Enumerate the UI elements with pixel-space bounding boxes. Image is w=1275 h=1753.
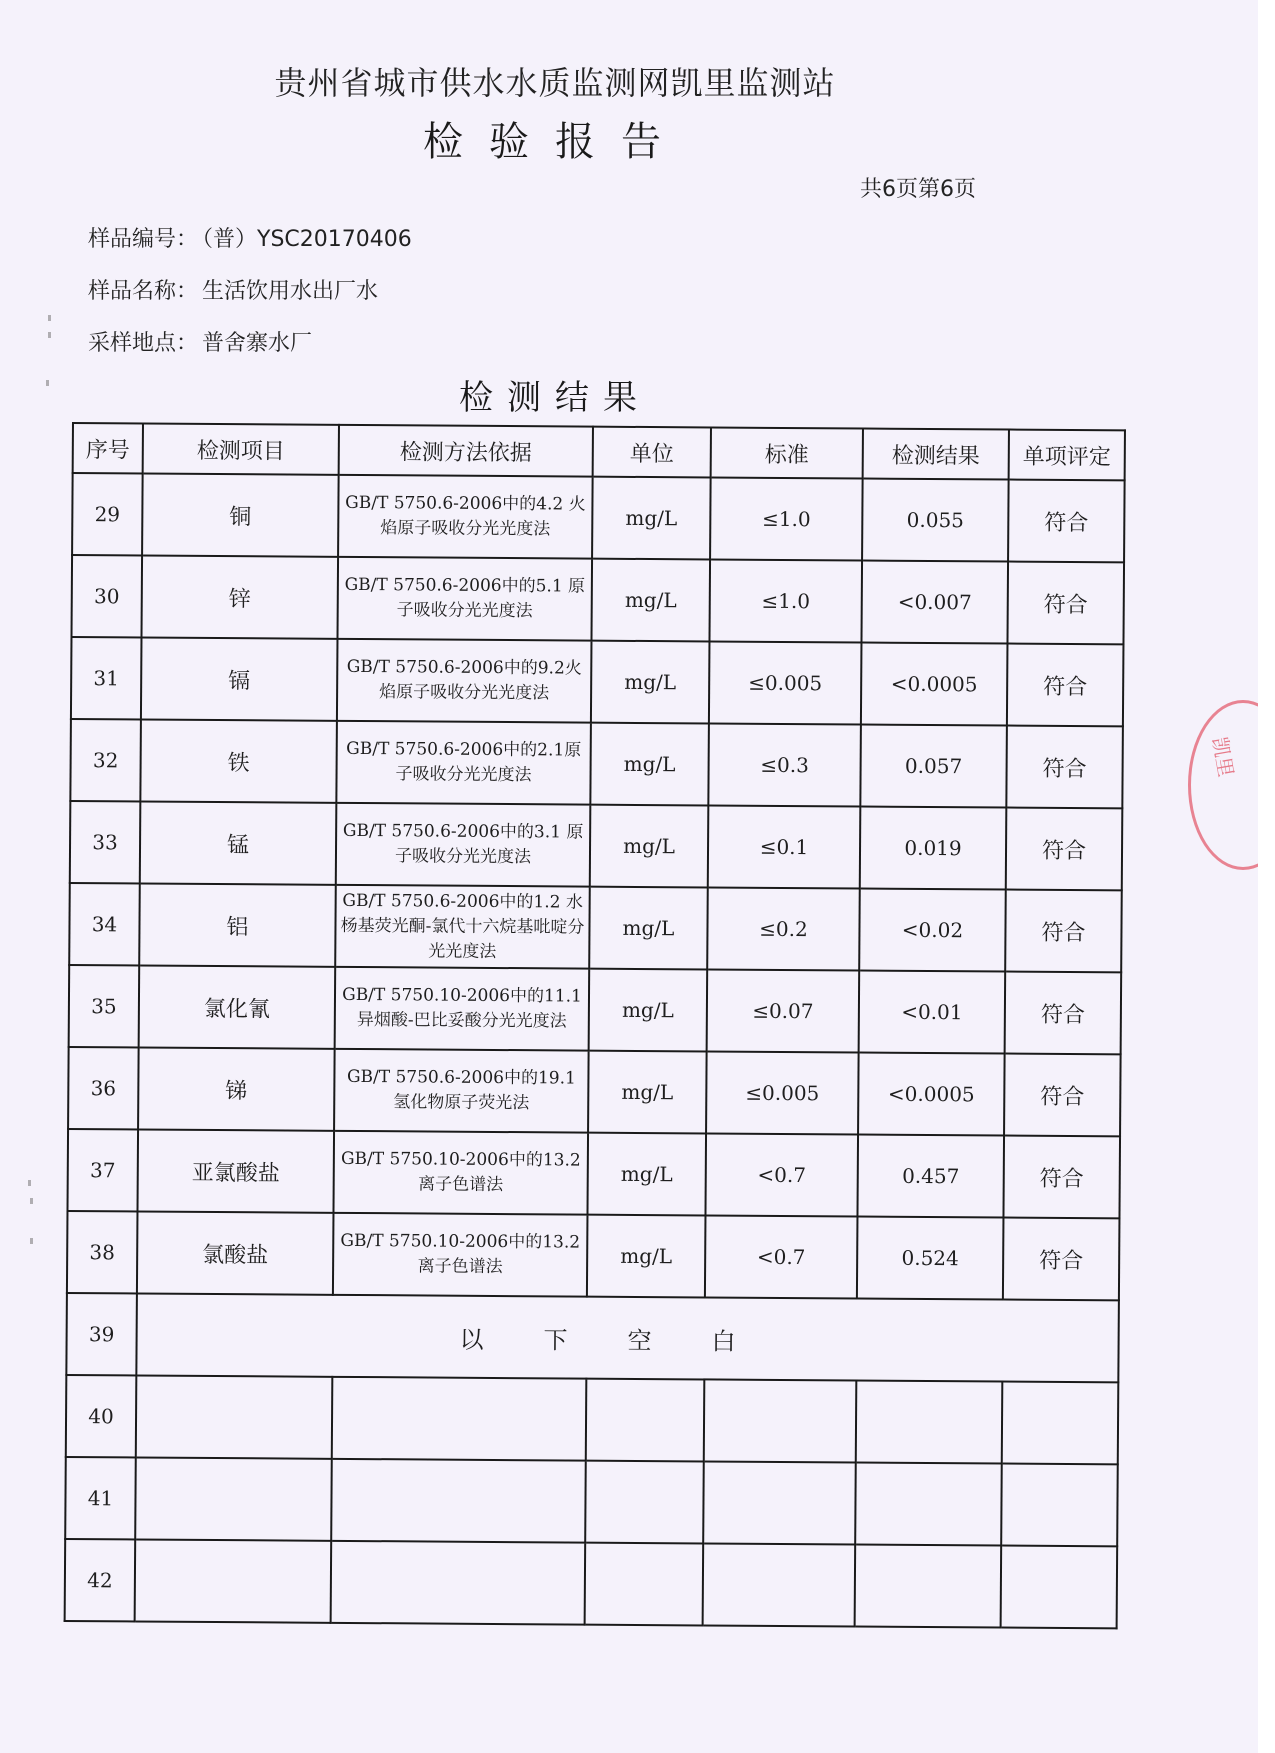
row-eval: 符合 bbox=[1003, 1218, 1120, 1301]
row-result: <0.007 bbox=[861, 561, 1008, 644]
row-item: 铁 bbox=[140, 719, 337, 802]
row-unit: mg/L bbox=[587, 1133, 706, 1216]
empty-cell bbox=[585, 1543, 704, 1626]
row-unit: mg/L bbox=[590, 805, 709, 888]
empty-row bbox=[66, 1375, 1119, 1464]
header-eval: 单项评定 bbox=[1009, 430, 1125, 481]
table-row bbox=[70, 801, 1123, 890]
empty-cell bbox=[1002, 1382, 1119, 1465]
row-result: <0.02 bbox=[859, 889, 1006, 972]
table-row bbox=[71, 555, 1124, 644]
row-standard: ≤0.3 bbox=[708, 723, 861, 806]
row-standard: <0.7 bbox=[705, 1133, 858, 1216]
row-no: 42 bbox=[65, 1539, 136, 1621]
scan-mark bbox=[30, 1198, 33, 1204]
row-standard: ≤0.1 bbox=[708, 805, 861, 888]
row-no: 38 bbox=[67, 1211, 138, 1293]
section-title: 检测结果 bbox=[459, 378, 651, 418]
scan-mark bbox=[48, 332, 51, 338]
row-no: 29 bbox=[72, 473, 143, 555]
results-table-wrapper bbox=[64, 422, 1124, 1629]
row-standard: ≤0.07 bbox=[707, 969, 860, 1052]
row-unit: mg/L bbox=[590, 723, 709, 806]
row-eval: 符合 bbox=[1003, 1136, 1120, 1219]
empty-cell bbox=[332, 1377, 587, 1461]
header-standard: 标准 bbox=[711, 427, 863, 478]
row-no: 41 bbox=[65, 1457, 136, 1539]
row-standard: ≤0.005 bbox=[709, 641, 862, 724]
row-no: 33 bbox=[70, 801, 141, 883]
header-result: 检测结果 bbox=[863, 429, 1009, 480]
row-unit: mg/L bbox=[588, 1051, 707, 1134]
row-method: GB/T 5750.10-2006中的13.2 离子色谱法 bbox=[333, 1213, 588, 1297]
blank-notice: 以下空白 bbox=[136, 1293, 1119, 1382]
sampling-location-value: 普舍寨水厂 bbox=[202, 331, 313, 356]
row-result: <0.01 bbox=[859, 971, 1006, 1054]
empty-cell bbox=[586, 1379, 705, 1462]
sample-name-field bbox=[88, 274, 378, 305]
empty-cell bbox=[703, 1543, 856, 1626]
row-result: 0.019 bbox=[860, 807, 1007, 890]
scan-margin bbox=[1258, 0, 1275, 1753]
row-no: 34 bbox=[69, 883, 140, 965]
row-item: 铝 bbox=[139, 883, 336, 966]
sampling-location-field bbox=[88, 326, 312, 357]
row-method: GB/T 5750.10-2006中的11.1 异烟酸-巴比妥酸分光光度法 bbox=[335, 967, 590, 1051]
empty-cell bbox=[135, 1539, 332, 1622]
row-no: 31 bbox=[71, 637, 142, 719]
table-row bbox=[67, 1211, 1120, 1300]
row-method: GB/T 5750.6-2006中的2.1原子吸收分光光度法 bbox=[336, 721, 591, 805]
row-standard: ≤1.0 bbox=[709, 559, 862, 642]
row-item: 镉 bbox=[141, 637, 338, 720]
row-method: GB/T 5750.6-2006中的19.1 氢化物原子荧光法 bbox=[334, 1049, 589, 1133]
row-method: GB/T 5750.6-2006中的4.2 火焰原子吸收分光光度法 bbox=[338, 475, 593, 559]
scan-mark bbox=[30, 1238, 33, 1244]
row-eval: 符合 bbox=[1006, 808, 1123, 891]
row-method: GB/T 5750.6-2006中的5.1 原子吸收分光光度法 bbox=[337, 557, 592, 641]
empty-cell bbox=[1001, 1464, 1118, 1547]
empty-cell bbox=[135, 1457, 332, 1540]
row-unit: mg/L bbox=[589, 969, 708, 1052]
table-row bbox=[68, 1047, 1121, 1136]
row-result: 0.457 bbox=[857, 1135, 1004, 1218]
header-method: 检测方法依据 bbox=[339, 425, 593, 477]
empty-cell bbox=[585, 1461, 704, 1544]
row-item: 锑 bbox=[138, 1047, 335, 1130]
sample-name-label: 样品名称： bbox=[88, 279, 199, 304]
sample-id-label: 样品编号： bbox=[88, 227, 199, 252]
row-no: 36 bbox=[68, 1047, 139, 1129]
empty-cell bbox=[331, 1541, 586, 1625]
empty-cell bbox=[704, 1379, 857, 1462]
table-row bbox=[69, 965, 1122, 1054]
report-title: 检验报告 bbox=[423, 119, 687, 165]
row-method: GB/T 5750.6-2006中的3.1 原子吸收分光光度法 bbox=[336, 803, 591, 887]
row-item: 亚氯酸盐 bbox=[137, 1129, 334, 1212]
scan-mark bbox=[28, 1180, 31, 1186]
organization-title: 贵州省城市供水水质监测网凯里监测站 bbox=[274, 64, 836, 102]
empty-cell bbox=[1001, 1546, 1118, 1629]
page-info: 共6页第6页 bbox=[860, 177, 976, 202]
empty-cell bbox=[136, 1375, 333, 1458]
header-item: 检测项目 bbox=[143, 423, 339, 474]
row-item: 铜 bbox=[142, 473, 339, 556]
row-result: 0.055 bbox=[862, 479, 1009, 562]
row-unit: mg/L bbox=[587, 1215, 706, 1298]
results-table bbox=[64, 422, 1126, 1629]
sample-name-value: 生活饮用水出厂水 bbox=[202, 279, 379, 304]
blank-notice-row bbox=[66, 1293, 1119, 1382]
empty-cell bbox=[855, 1544, 1002, 1627]
sampling-location-label: 采样地点： bbox=[88, 331, 199, 356]
row-no: 35 bbox=[69, 965, 140, 1047]
row-result: 0.057 bbox=[860, 725, 1007, 808]
row-eval: 符合 bbox=[1007, 644, 1124, 727]
table-row bbox=[67, 1129, 1120, 1218]
table-row bbox=[69, 883, 1122, 972]
row-no: 37 bbox=[67, 1129, 138, 1211]
scan-mark bbox=[48, 315, 51, 321]
empty-cell bbox=[703, 1461, 856, 1544]
row-eval: 符合 bbox=[1008, 480, 1125, 563]
row-eval: 符合 bbox=[1006, 726, 1123, 809]
empty-row bbox=[65, 1457, 1118, 1546]
empty-cell bbox=[855, 1462, 1002, 1545]
row-result: <0.0005 bbox=[861, 643, 1008, 726]
row-item: 锰 bbox=[140, 801, 337, 884]
sample-id-value: （普）YSC20170406 bbox=[202, 227, 412, 252]
row-eval: 符合 bbox=[1005, 890, 1122, 973]
row-no: 39 bbox=[66, 1293, 137, 1375]
sample-id-field bbox=[88, 222, 412, 253]
row-method: GB/T 5750.6-2006中的9.2火焰原子吸收分光光度法 bbox=[337, 639, 592, 723]
header-unit: 单位 bbox=[593, 427, 711, 478]
row-no: 30 bbox=[71, 555, 142, 637]
row-item: 氯酸盐 bbox=[137, 1211, 334, 1294]
row-unit: mg/L bbox=[589, 887, 708, 970]
row-unit: mg/L bbox=[591, 559, 710, 642]
row-no: 40 bbox=[66, 1375, 137, 1457]
empty-cell bbox=[856, 1380, 1003, 1463]
row-unit: mg/L bbox=[591, 641, 710, 724]
scan-mark bbox=[46, 380, 49, 386]
row-no: 32 bbox=[70, 719, 141, 801]
header-no: 序号 bbox=[73, 423, 143, 473]
empty-cell bbox=[331, 1459, 586, 1543]
row-standard: ≤0.005 bbox=[706, 1051, 859, 1134]
table-row bbox=[72, 473, 1125, 562]
row-eval: 符合 bbox=[1004, 1054, 1121, 1137]
row-unit: mg/L bbox=[592, 477, 711, 560]
row-eval: 符合 bbox=[1007, 562, 1124, 645]
table-header-row bbox=[73, 423, 1125, 480]
row-method: GB/T 5750.10-2006中的13.2 离子色谱法 bbox=[333, 1131, 588, 1215]
empty-row bbox=[65, 1539, 1118, 1628]
row-item: 氯化氰 bbox=[139, 965, 336, 1048]
row-method: GB/T 5750.6-2006中的1.2 水杨基荧光酮-氯代十六烷基吡啶分光光度法 bbox=[335, 885, 590, 969]
row-eval: 符合 bbox=[1005, 972, 1122, 1055]
row-result: <0.0005 bbox=[858, 1053, 1005, 1136]
table-row bbox=[70, 719, 1123, 808]
row-result: 0.524 bbox=[857, 1217, 1004, 1300]
row-item: 锌 bbox=[141, 555, 338, 638]
stamp-text: 凯里 bbox=[1207, 735, 1239, 779]
row-standard: <0.7 bbox=[705, 1215, 858, 1298]
row-standard: ≤1.0 bbox=[710, 477, 863, 560]
table-row bbox=[71, 637, 1124, 726]
row-standard: ≤0.2 bbox=[707, 887, 860, 970]
